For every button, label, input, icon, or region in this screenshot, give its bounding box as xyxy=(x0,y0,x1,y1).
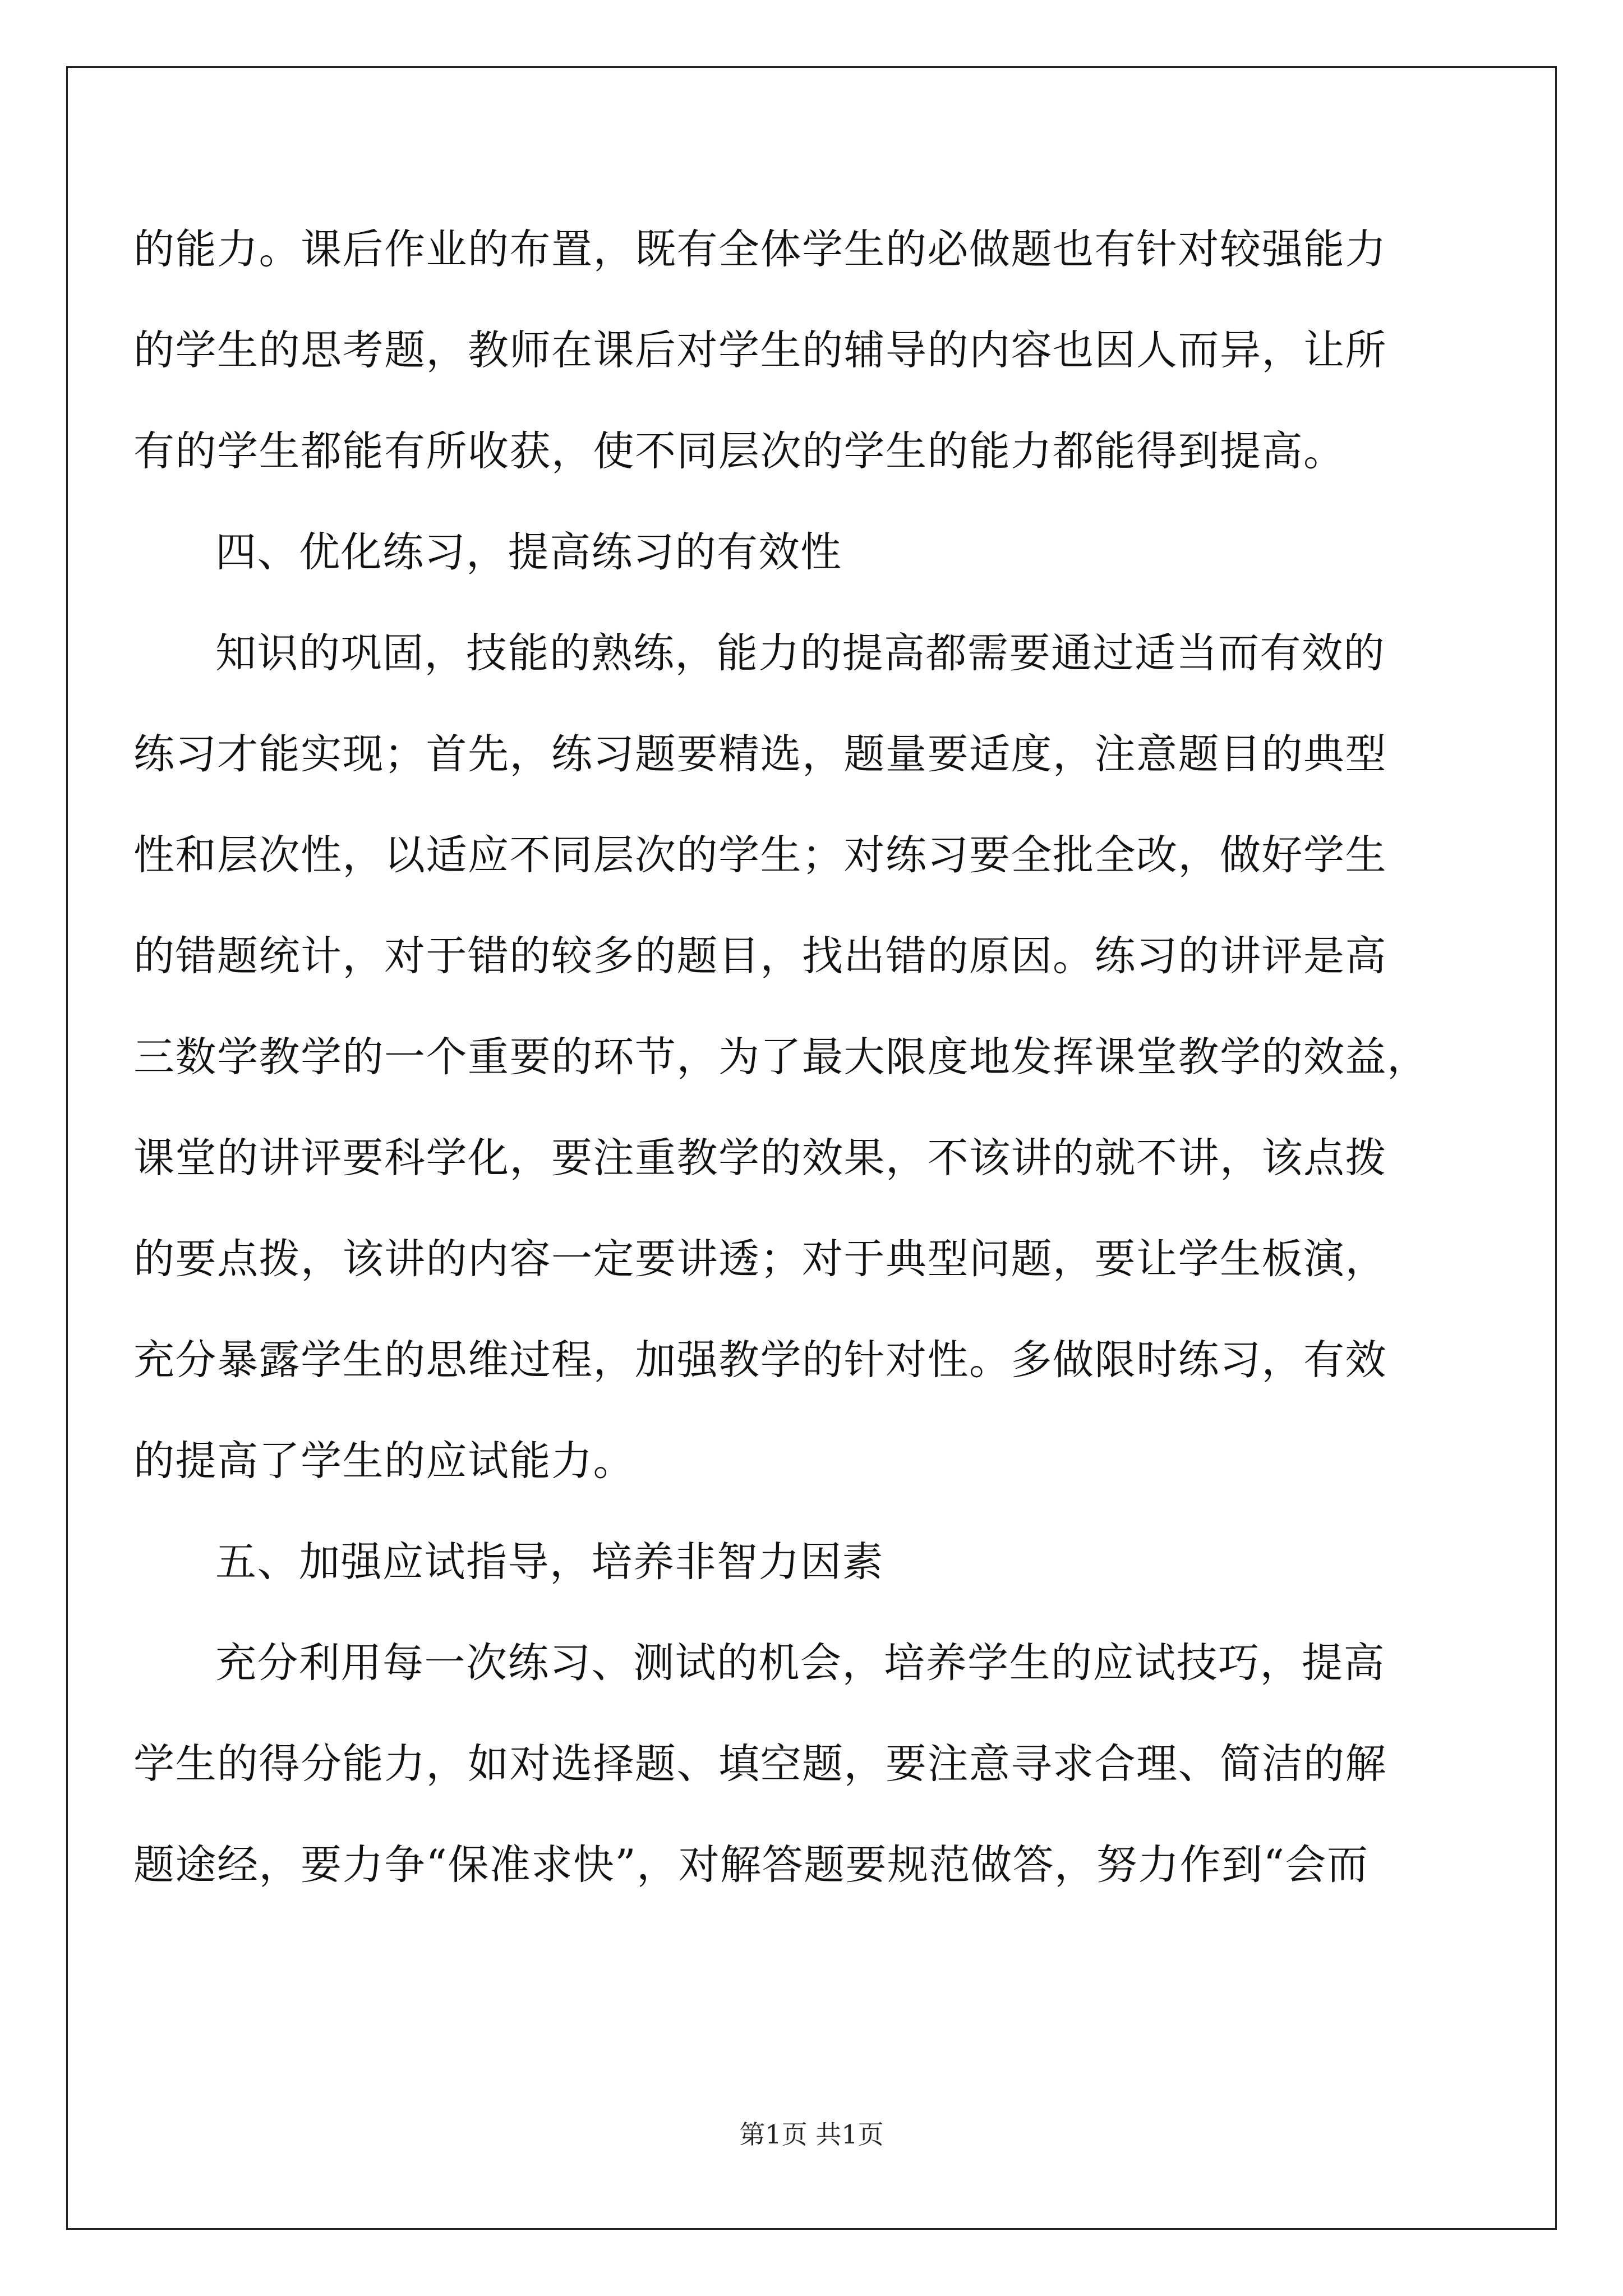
text-line: 充分利用每一次练习、测试的机会，培养学生的应试技巧，提高 xyxy=(215,1639,1385,1687)
text-line: 性和层次性，以适应不同层次的学生；对练习要全批全改，做好学生 xyxy=(133,831,1387,879)
text-line: 的学生的思考题，教师在课后对学生的辅导的内容也因人而异，让所 xyxy=(133,326,1387,374)
section-heading: 五、加强应试指导，培养非智力因素 xyxy=(215,1538,884,1586)
section-heading: 四、优化练习，提高练习的有效性 xyxy=(215,528,842,576)
text-line: 的要点拨，该讲的内容一定要讲透；对于典型问题，要让学生板演， xyxy=(133,1235,1387,1283)
text-line: 的错题统计，对于错的较多的题目，找出错的原因。练习的讲评是高 xyxy=(133,932,1387,980)
text-line: 的提高了学生的应试能力。 xyxy=(133,1437,635,1485)
text-line: 三数学教学的一个重要的环节，为了最大限度地发挥课堂教学的效益， xyxy=(133,1033,1429,1081)
text-line: 知识的巩固，技能的熟练，能力的提高都需要通过适当而有效的 xyxy=(215,629,1385,677)
text-line: 练习才能实现；首先，练习题要精选，题量要适度，注意题目的典型 xyxy=(133,730,1387,778)
text-line: 充分暴露学生的思维过程，加强教学的针对性。多做限时练习，有效 xyxy=(133,1336,1387,1384)
text-line: 学生的得分能力，如对选择题、填空题，要注意寻求合理、简洁的解 xyxy=(133,1740,1387,1788)
text-line: 有的学生都能有所收获，使不同层次的学生的能力都能得到提高。 xyxy=(133,427,1345,475)
text-line: 的能力。课后作业的布置，既有全体学生的必做题也有针对较强能力 xyxy=(133,226,1387,273)
text-line: 课堂的讲评要科学化，要注重教学的效果，不该讲的就不讲，该点拨 xyxy=(133,1134,1387,1182)
page-footer: 第1页 共1页 xyxy=(739,2119,884,2150)
text-line: 题途经，要力争“保准求快”，对解答题要规范做答，努力作到“会而 xyxy=(133,1841,1369,1889)
